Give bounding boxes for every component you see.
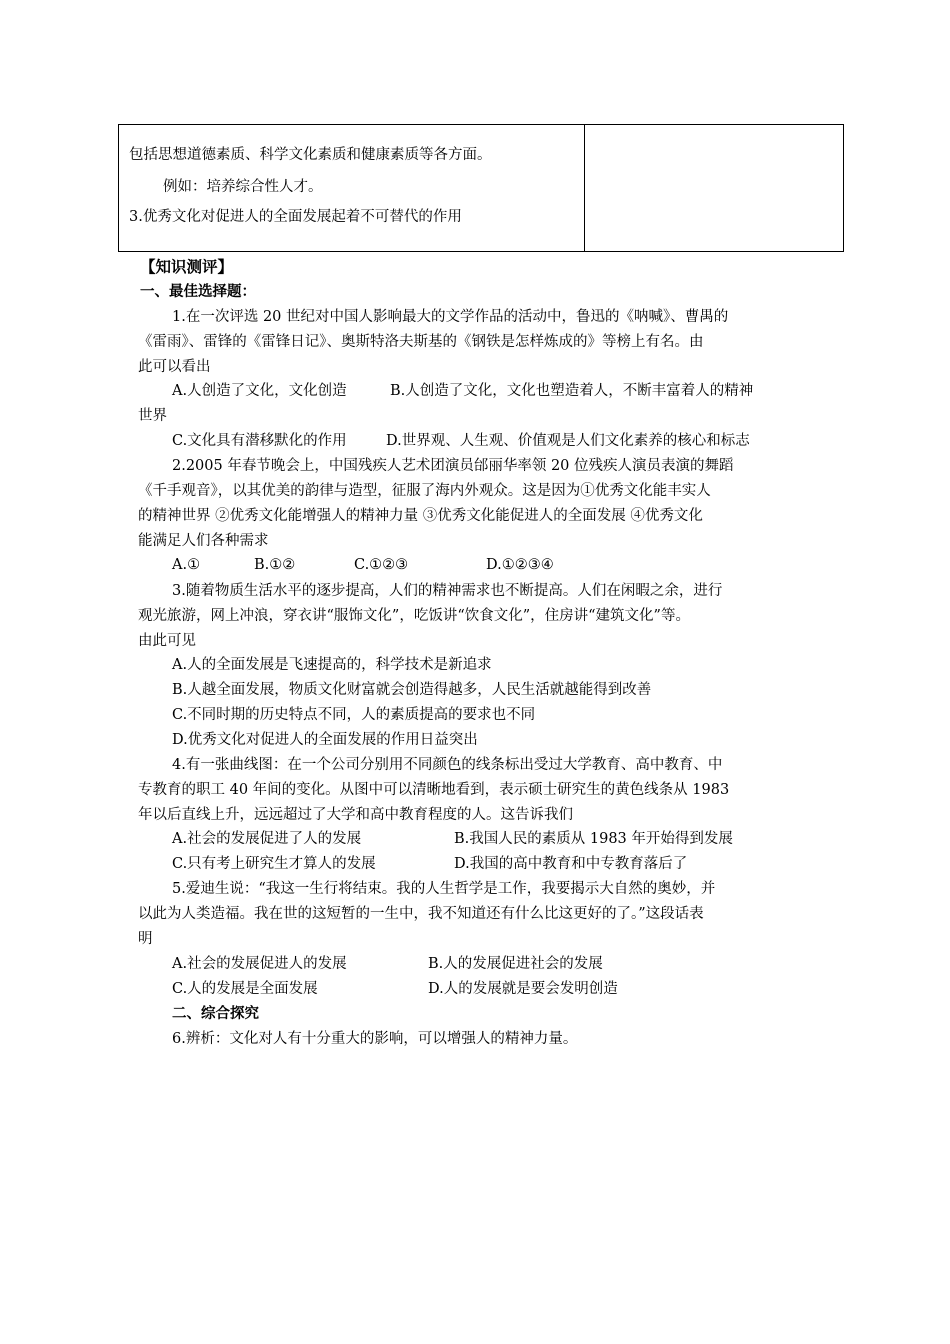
q4-line-3: 年以后直线上升，远远超过了大学和高中教育程度的人。这告诉我们 xyxy=(138,807,573,823)
q3-option-a: A.人的全面发展是飞速提高的，科学技术是新追求 xyxy=(172,657,492,673)
q2-line-1: 2.2005 年春节晚会上，中国残疾人艺术团演员邰丽华率领 20 位残疾人演员表演的舞蹈 xyxy=(172,458,734,474)
q1-option-b: B.人创造了文化，文化也塑造着人，不断丰富着人的精神 xyxy=(390,383,754,399)
q5-option-c: C.人的发展是全面发展 xyxy=(172,981,318,997)
q5-option-d: D.人的发展就是要会发明创造 xyxy=(428,981,618,997)
q4-line-1: 4.有一张曲线图：在一个公司分别用不同颜色的线条标出受过大学教育、高中教育、中 xyxy=(172,757,723,773)
q6-text: 6.辨析：文化对人有十分重大的影响，可以增强人的精神力量。 xyxy=(172,1031,578,1047)
table-line-2: 例如：培养综合性人才。 xyxy=(163,179,323,195)
q5-line-3: 明 xyxy=(138,931,153,947)
q1-option-d: D.世界观、人生观、价值观是人们文化素养的核心和标志 xyxy=(386,433,750,449)
q2-option-a: A.① xyxy=(172,557,201,573)
q1-option-b-cont: 世界 xyxy=(138,408,167,424)
q1-option-c: C.文化具有潜移默化的作用 xyxy=(172,433,347,449)
q3-line-1: 3.随着物质生活水平的逐步提高，人们的精神需求也不断提高。人们在闲暇之余，进行 xyxy=(172,583,723,599)
q4-option-b: B.我国人民的素质从 1983 年开始得到发展 xyxy=(454,831,733,847)
q4-line-2: 专教育的职工 40 年间的变化。从图中可以清晰地看到，表示硕士研究生的黄色线条从 1983 xyxy=(138,782,730,798)
q2-line-4: 能满足人们各种需求 xyxy=(138,533,269,549)
q3-option-d: D.优秀文化对促进人的全面发展的作用日益突出 xyxy=(172,732,478,748)
q4-option-d: D.我国的高中教育和中专教育落后了 xyxy=(454,856,688,872)
summary-table xyxy=(118,124,844,252)
q5-option-a: A.社会的发展促进人的发展 xyxy=(172,956,347,972)
part2-title: 二、综合探究 xyxy=(172,1006,259,1022)
section-title: 【知识测评】 xyxy=(140,258,234,276)
q3-option-c: C.不同时期的历史特点不同，人的素质提高的要求也不同 xyxy=(172,707,536,723)
q3-option-b: B.人越全面发展，物质文化财富就会创造得越多，人民生活就越能得到改善 xyxy=(172,682,652,698)
table-column-divider xyxy=(584,125,585,251)
q3-line-3: 由此可见 xyxy=(138,633,196,649)
q5-option-b: B.人的发展促进社会的发展 xyxy=(428,956,603,972)
q2-option-c: C.①②③ xyxy=(354,557,409,573)
q3-line-2: 观光旅游，网上冲浪，穿衣讲“服饰文化”，吃饭讲“饮食文化”，住房讲“建筑文化”等。 xyxy=(138,608,690,624)
q4-option-a: A.社会的发展促进了人的发展 xyxy=(172,831,362,847)
table-line-1: 包括思想道德素质、科学文化素质和健康素质等各方面。 xyxy=(129,147,492,163)
q5-line-1: 5.爱迪生说：“我这一生行将结束。我的人生哲学是工作，我要揭示大自然的奥妙，并 xyxy=(172,881,716,897)
part1-title: 一、最佳选择题： xyxy=(140,284,256,300)
q1-line-1: 1.在一次评选 20 世纪对中国人影响最大的文学作品的活动中，鲁迅的《呐喊》、曹禺的 xyxy=(172,309,729,325)
q1-option-a: A.人创造了文化，文化创造 xyxy=(172,383,347,399)
q2-line-3: 的精神世界 ②优秀文化能增强人的精神力量 ③优秀文化能促进人的全面发展 ④优秀文化 xyxy=(138,508,703,524)
q5-line-2: 以此为人类造福。我在世的这短暂的一生中，我不知道还有什么比这更好的了。”这段话表 xyxy=(138,906,704,922)
table-line-3: 3.优秀文化对促进人的全面发展起着不可替代的作用 xyxy=(129,209,462,225)
q2-option-d: D.①②③④ xyxy=(486,557,554,573)
q1-line-2: 《雷雨》、雷锋的《雷锋日记》、奥斯特洛夫斯基的《钢铁是怎样炼成的》等榜上有名。由 xyxy=(138,334,704,350)
q2-option-b: B.①② xyxy=(254,557,296,573)
q4-option-c: C.只有考上研究生才算人的发展 xyxy=(172,856,376,872)
q1-line-3: 此可以看出 xyxy=(138,359,211,375)
q2-line-2: 《千手观音》，以其优美的韵律与造型，征服了海内外观众。这是因为①优秀文化能丰实人 xyxy=(138,483,711,499)
